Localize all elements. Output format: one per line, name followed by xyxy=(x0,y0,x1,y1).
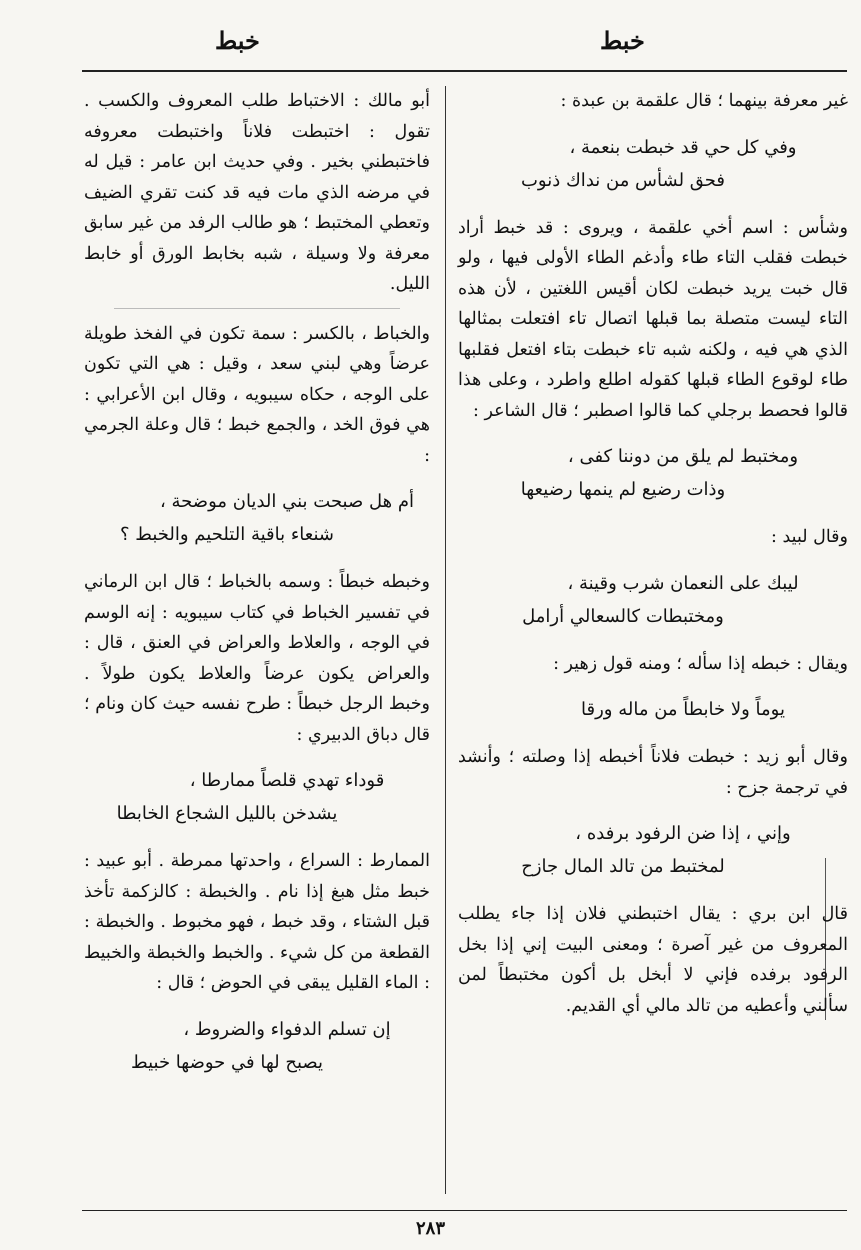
poetry-verse xyxy=(84,1013,430,1079)
verse-line: وفي كل حي قد خبطت بنعمة ، xyxy=(569,136,797,158)
entry-paragraph: وشأس : اسم أخي علقمة ، ويروى : قد خبط أراد خبطت فقلب التاء طاء وأدغم الطاء الأولى فيها ، ولو قال خبت يريد خبطت لكان أقيس اللغتين ، لأن هذه التاء ليست متصلة بما قبلها اتصال تاء افتعلت بمثالها الذي هي فيه ، ولكنه شبه تاء خبطت بتاء افتعل فقلبها طاء لوقوع الطاء قبلها كقوله اطلع واطرد ، وعلى هذا قالوا فحصط برجلي كما قالوا اصطبر ؛ قال الشاعر : xyxy=(458,217,848,421)
verse-line: فحق لشأس من نداك ذنوب xyxy=(520,169,726,191)
verse-line: وذات رضيع لم ينمها رضيعها xyxy=(520,479,726,500)
running-header-right: خبط xyxy=(600,26,645,55)
verse-line: يوماً ولا خابطاً من ماله ورقا xyxy=(581,699,785,720)
verse-line: أم هل صبحت بني الديان موضحة ، xyxy=(159,491,414,512)
entry-paragraph: وقال أبو زيد : خبطت فلاناً أخبطه إذا وصلته ؛ وأنشد في ترجمة جزح : xyxy=(458,747,848,798)
verse-line: إن تسلم الدفواء والضروط ، xyxy=(183,1018,391,1040)
verse-line: لمختبط من تالد المال جازح xyxy=(521,856,725,877)
entry-paragraph: والخباط ، بالكسر : سمة تكون في الفخذ طويلة عرضاً وهي لبني سعد ، وقيل : هي التي تكون على الوجه ، حكاه سيبويه ، وقال ابن الأعرابي : هي فوق الخد ، والجمع خبط ؛ قال وعلة الجرمي : xyxy=(84,323,430,466)
entry-paragraph: أبو مالك : الاختباط طلب المعروف والكسب . تقول : اختبطت فلاناً واختبطت معروفه فاختبطني بخير . وفي حديث ابن عامر : قيل له في مرضه الذي مات فيه قد كنت تقري الضيف وتعطي المختبط ؛ هو طالب الرفد من غير سابق معرفة ولا وسيلة ، شبه بخابط الورق أو خابط الليل. xyxy=(84,91,430,294)
entry-paragraph: ويقال : خبطه إذا سأله ؛ ومنه قول زهير : xyxy=(553,653,848,674)
column-divider xyxy=(445,86,446,1194)
left-column xyxy=(84,86,430,1095)
footer-rule xyxy=(82,1210,847,1211)
verse-line: وإني ، إذا ضن الرفود برفده ، xyxy=(575,823,791,844)
entry-paragraph: وخبطه خبطاً : وسمه بالخباط ؛ قال ابن الرماني في تفسير الخباط في كتاب سيبويه : إنه الوسم في الوجه ، والعلاط والعراض في العنق ، قال : والعراض يكون عرضاً والعلاط يكون طولاً . وخبط الرجل خبطاً : طرح نفسه حيث كان ونام ؛ قال دباق الدبيري : xyxy=(84,572,430,745)
poetry-verse xyxy=(458,693,848,726)
verse-line: ومختبط لم يلق من دوننا كفى ، xyxy=(567,446,799,467)
entry-paragraph: وقال لبيد : xyxy=(771,527,848,547)
entry-paragraph: الممارط : السراع ، واحدتها ممرطة . أبو عبيد : خبط مثل هبغ إذا نام . والخبطة : كالزكمة تأخذ قبل الشتاء ، وقد خبط ، فهو مخبوط . والخبطة : القطعة من كل شيء . والخبط والخبطة والخبيط : الماء القليل يبقى في الحوض ؛ قال : xyxy=(84,851,430,993)
poetry-verse xyxy=(458,817,848,883)
verse-line: شنعاء باقية التلحيم والخبط ؟ xyxy=(120,524,334,545)
section-separator xyxy=(114,308,400,309)
poetry-verse xyxy=(458,131,848,197)
entry-paragraph: غير معرفة بينهما ؛ قال علقمة بن عبدة : xyxy=(560,91,848,111)
page-number: ٢٨٣ xyxy=(415,1218,445,1239)
poetry-verse xyxy=(458,440,848,506)
entry-paragraph: قال ابن بري : يقال اختبطني فلان إذا جاء يطلب المعروف من غير آصرة ؛ ومعنى البيت إني إذا بخل الرفود برفده فإني لا أبخل بل أكون مختبطاً لمن سألني وأعطيه من تالد مالي أي القديم. xyxy=(458,904,848,1016)
poetry-verse xyxy=(84,764,430,830)
verse-line: يصبح لها في حوضها خبيط xyxy=(131,1051,323,1073)
right-column xyxy=(458,86,848,1021)
verse-line: ليبك على النعمان شرب وقينة ، xyxy=(567,572,799,594)
poetry-verse xyxy=(458,567,848,633)
verse-line: ومختبطات كالسعالي أرامل xyxy=(522,605,724,627)
header-rule xyxy=(82,70,847,72)
verse-line: يشدخن بالليل الشجاع الخابطا xyxy=(116,803,338,824)
verse-line: قوداء تهدي قلصاً ممارطا ، xyxy=(189,770,385,791)
poetry-verse xyxy=(84,485,430,551)
running-header-left: خبط xyxy=(215,26,260,55)
